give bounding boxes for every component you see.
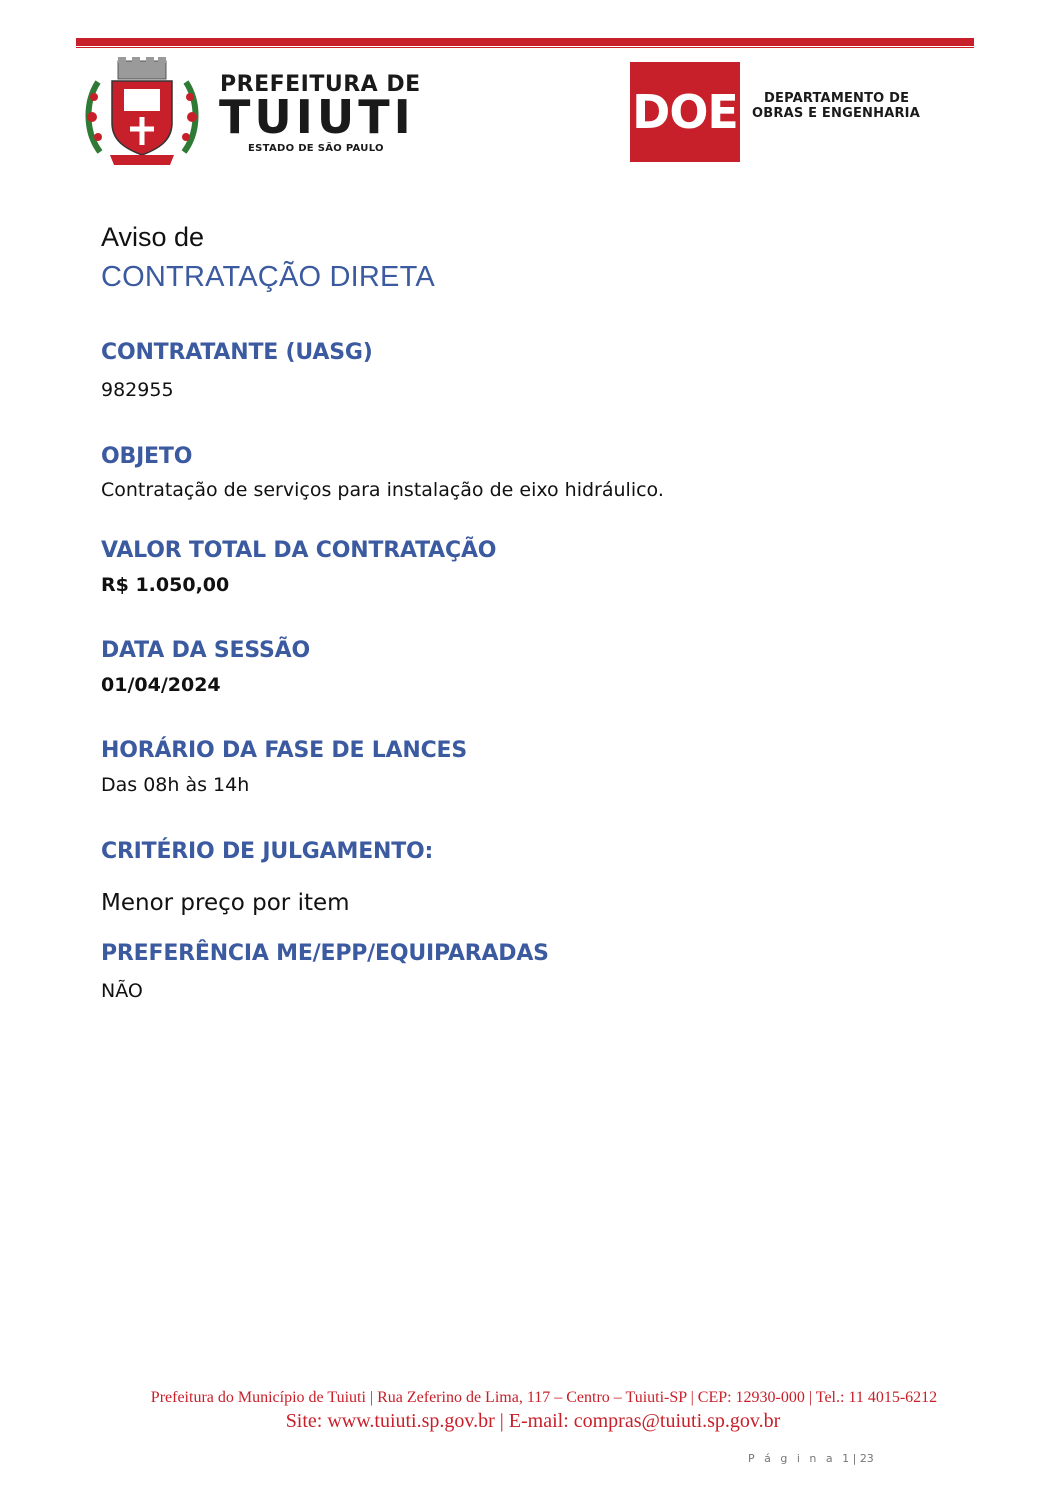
doe-logo bbox=[630, 62, 740, 162]
header-rule-thin bbox=[76, 47, 974, 48]
page-total: 23 bbox=[859, 1452, 874, 1465]
section-heading-horario: HORÁRIO DA FASE DE LANCES bbox=[101, 738, 468, 763]
page-number: P á g i n a 1 | 23 bbox=[748, 1452, 874, 1465]
section-heading-valor: VALOR TOTAL DA CONTRATAÇÃO bbox=[101, 538, 497, 563]
section-value-contratante: 982955 bbox=[101, 379, 174, 401]
municipal-coat-of-arms-icon bbox=[80, 57, 204, 167]
section-value-criterio: Menor preço por item bbox=[101, 890, 350, 916]
section-value-horario: Das 08h às 14h bbox=[101, 774, 250, 796]
section-value-valor: R$ 1.050,00 bbox=[101, 574, 230, 596]
page-current: 1 bbox=[842, 1452, 850, 1465]
section-value-data: 01/04/2024 bbox=[101, 674, 221, 696]
notice-label: Aviso de bbox=[101, 222, 205, 252]
doe-logo-text: DOE bbox=[632, 85, 738, 139]
section-heading-criterio: CRITÉRIO DE JULGAMENTO: bbox=[101, 839, 434, 864]
doe-name-line2: OBRAS E ENGENHARIA bbox=[752, 106, 920, 121]
section-heading-data: DATA DA SESSÃO bbox=[101, 638, 311, 663]
document-title: CONTRATAÇÃO DIRETA bbox=[101, 261, 435, 293]
footer-address: Prefeitura do Município de Tuiuti | Rua Zeferino de Lima, 117 – Centro – Tuiuti-SP | CEP: 12930-000 | Tel.: 11 4015-6212 bbox=[150, 1389, 938, 1406]
section-heading-objeto: OBJETO bbox=[101, 444, 193, 469]
section-value-preferencia: NÃO bbox=[101, 980, 143, 1002]
prefeitura-title-line1: PREFEITURA DE bbox=[220, 72, 421, 97]
section-heading-preferencia: PREFERÊNCIA ME/EPP/EQUIPARADAS bbox=[101, 941, 549, 966]
prefeitura-state: ESTADO DE SÃO PAULO bbox=[248, 143, 384, 154]
section-heading-contratante: CONTRATANTE (UASG) bbox=[101, 340, 373, 365]
doe-name-line1: DEPARTAMENTO DE bbox=[764, 91, 910, 106]
prefeitura-title-line2: TUIUTI bbox=[219, 90, 415, 144]
section-value-objeto: Contratação de serviços para instalação de eixo hidráulico. bbox=[101, 479, 664, 501]
page-label: P á g i n a bbox=[748, 1452, 836, 1465]
header-rule bbox=[76, 38, 974, 46]
footer-contact: Site: www.tuiuti.sp.gov.br | E-mail: compras@tuiuti.sp.gov.br bbox=[285, 1410, 781, 1432]
